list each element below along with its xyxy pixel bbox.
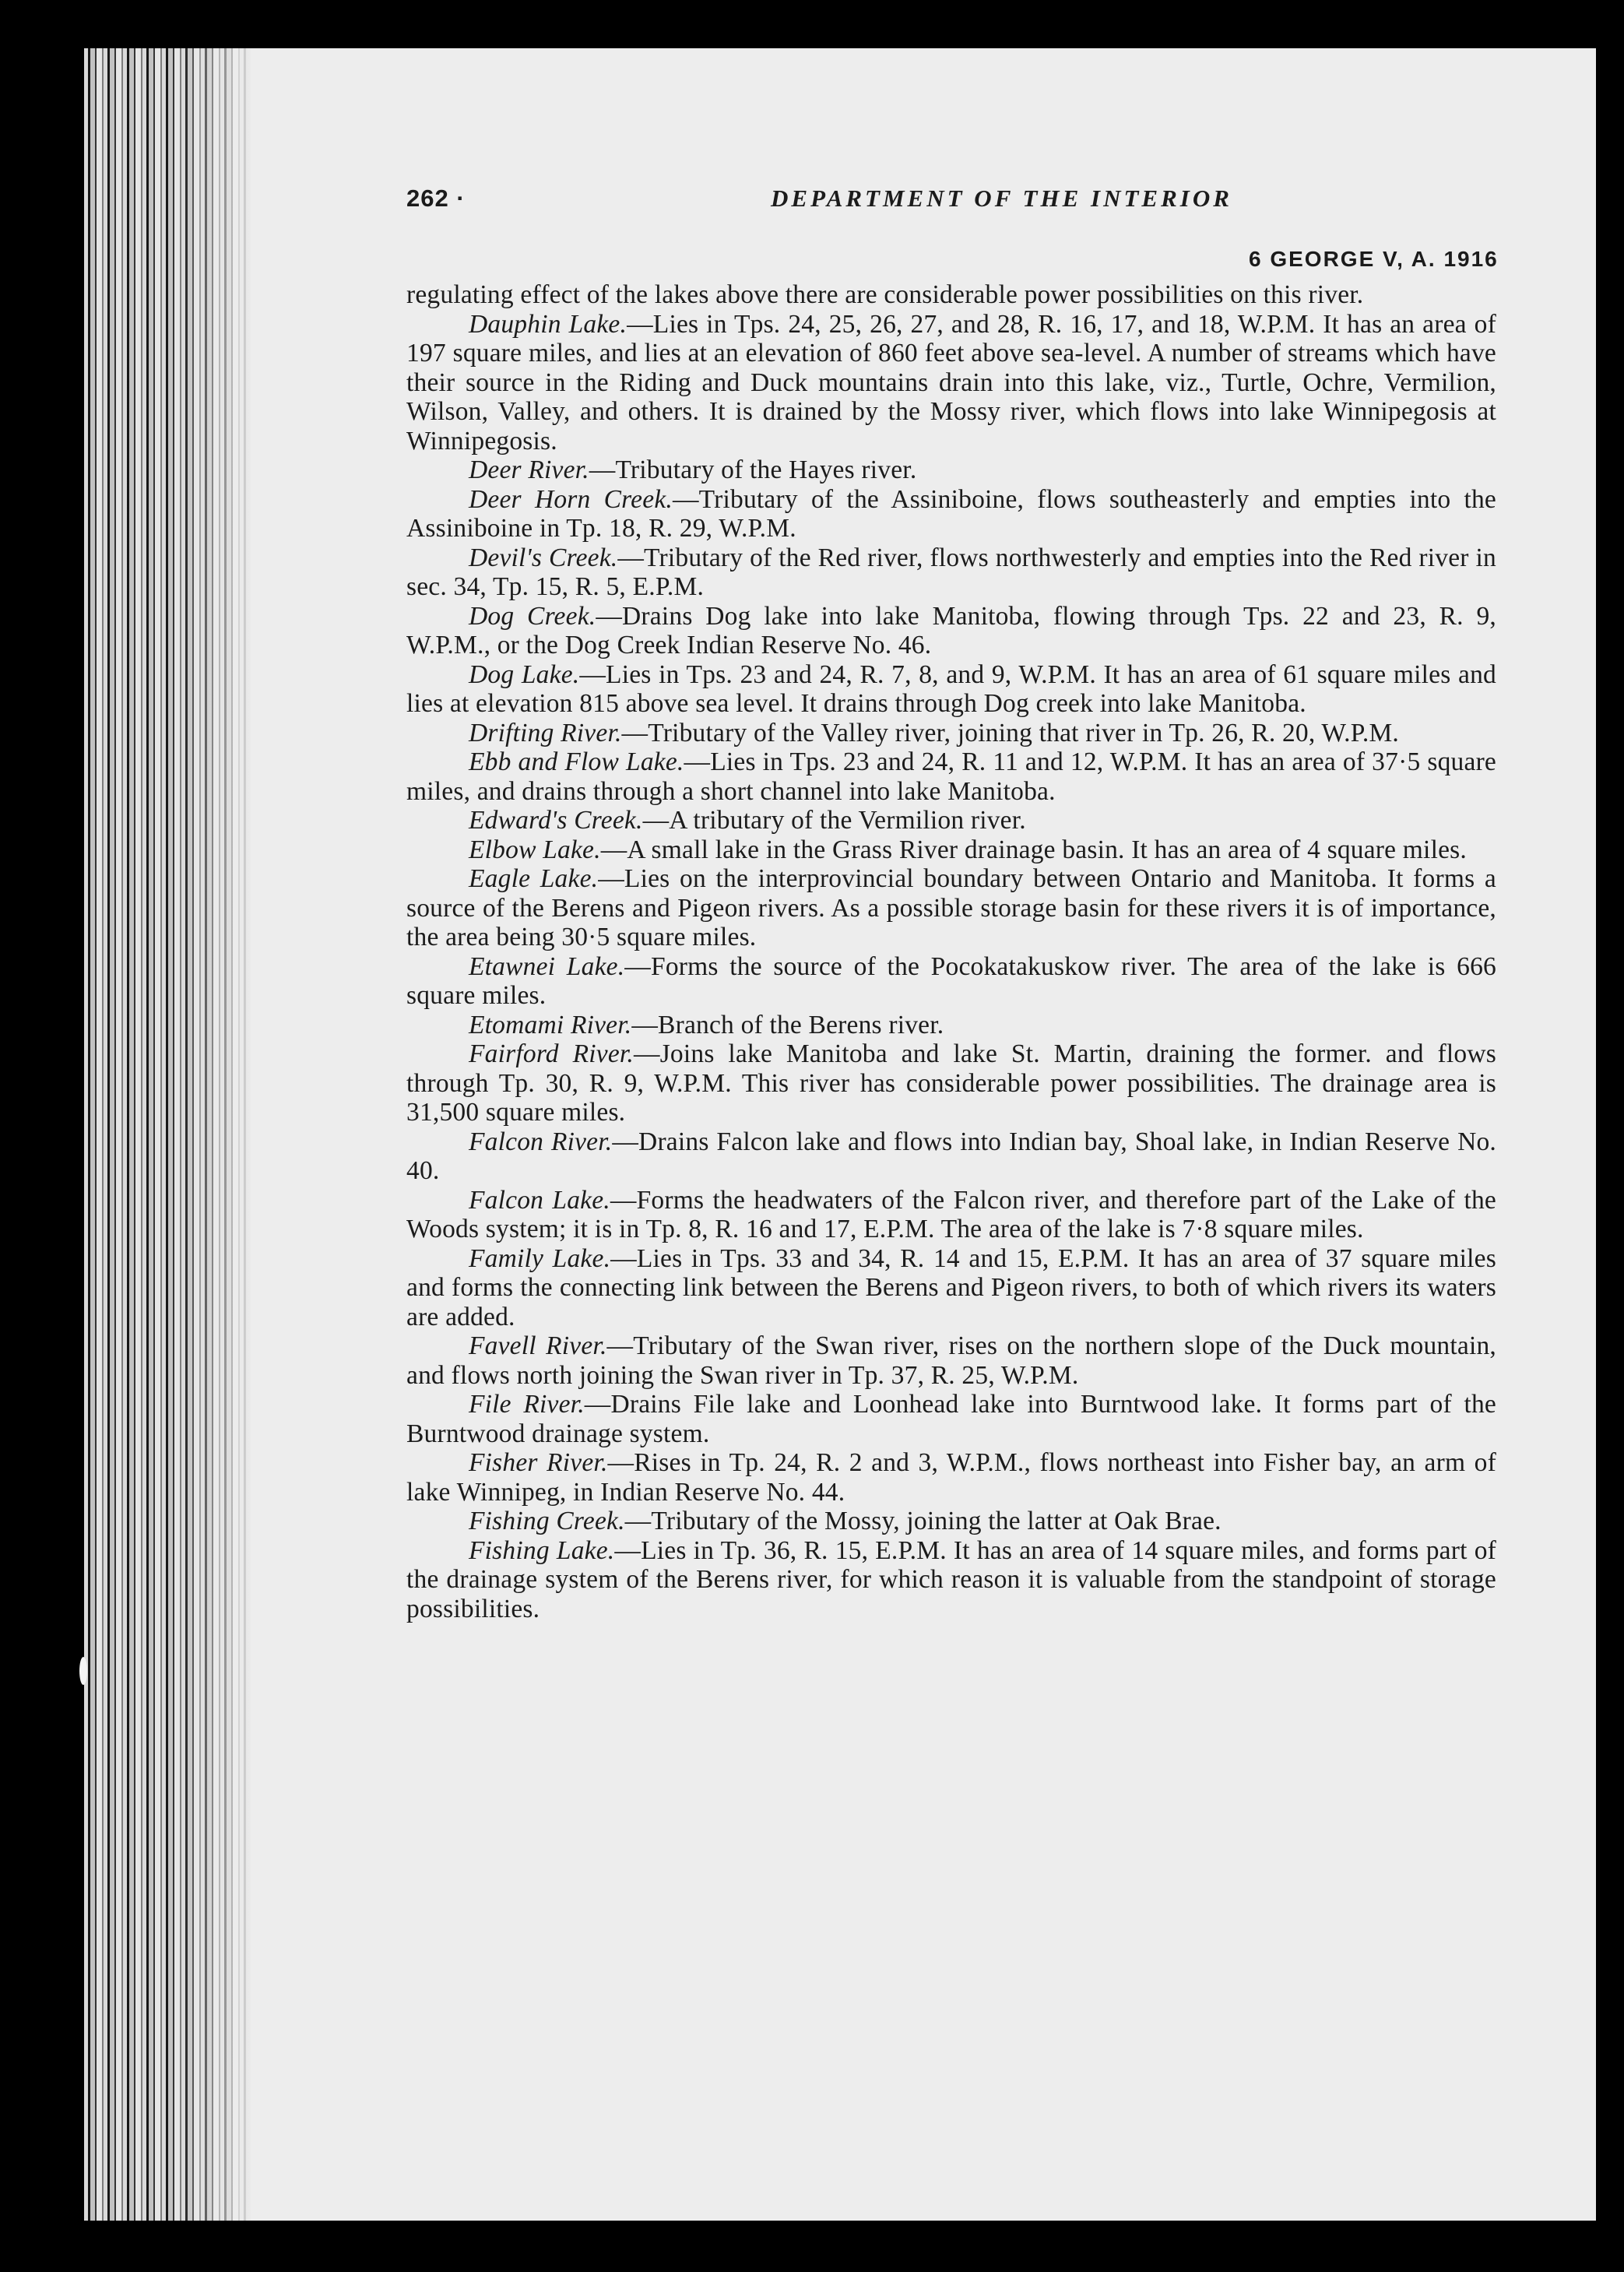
- gutter-shadow: [179, 48, 257, 2221]
- entry-term: Fishing Creek.: [469, 1507, 625, 1535]
- document-page: [251, 48, 1596, 2221]
- page-number: 262 ·: [406, 185, 466, 212]
- entry-description: —Joins lake Manitoba and lake St. Martin, draining the former. and flows through Tp. 30, R. 9, W.P.M. This river has considerable power possibilities. The drainage area is 31,500 square miles.: [406, 1039, 1496, 1127]
- entry-term: Edward's Creek.: [469, 806, 643, 835]
- entry-term: Dauphin Lake.: [469, 309, 627, 339]
- entry-term: Family Lake.: [469, 1243, 611, 1273]
- entry-term: Devil's Creek.: [469, 543, 618, 572]
- entry-term: Falcon Lake.: [469, 1185, 610, 1215]
- gazetteer-entry: [406, 1507, 1496, 1536]
- gazetteer-entry: [406, 1244, 1496, 1332]
- gazetteer-entry: [406, 455, 1496, 485]
- entry-description: —Tributary of the Swan river, rises on the northern slope of the Duck mountain, and flows north joining the Swan river in Tp. 37, R. 25, W.P.M.: [406, 1331, 1496, 1390]
- gazetteer-entry: [406, 864, 1496, 952]
- entry-description: —Drains File lake and Loonhead lake into Burntwood lake. It forms part of the Burntwood drainage system.: [406, 1390, 1496, 1448]
- entry-description: —Forms the headwaters of the Falcon river, and therefore part of the Lake of the Woods system; it is in Tp. 8, R. 16 and 17, E.P.M. The area of the lake is 7·8 square miles.: [406, 1185, 1496, 1243]
- gazetteer-entry: [406, 1390, 1496, 1448]
- gazetteer-entry: [406, 1039, 1496, 1127]
- entry-term: Fishing Lake.: [469, 1535, 615, 1565]
- entry-description: —Lies on the interprovincial boundary between Ontario and Manitoba. It forms a source of the Berens and Pigeon rivers. As a possible storage basin for these rivers it is of importance, the area being 30·5 square miles.: [406, 864, 1496, 951]
- entry-term: Drifting River.: [469, 718, 622, 747]
- entry-description: —A small lake in the Grass River drainage basin. It has an area of 4 square miles.: [600, 835, 1467, 864]
- entry-description: —Lies in Tps. 23 and 24, R. 7, 8, and 9, W.P.M. It has an area of 61 square miles and lies at elevation 815 above sea level. It drains through Dog creek into lake Manitoba.: [406, 659, 1496, 718]
- entry-description: —Lies in Tps. 24, 25, 26, 27, and 28, R. 16, 17, and 18, W.P.M. It has an area of 197 square miles, and lies at an elevation of 860 feet above sea-level. A number of streams which have their source in the Riding and Duck mountains drain into this lake, viz., Turtle, Ochre, Vermilion, Wilson, Valley, and others. It is drained by the Mossy river, which flows into lake Winnipegosis at Winnipegosis.: [406, 309, 1496, 455]
- gazetteer-entry: [406, 310, 1496, 456]
- gazetteer-entry: [406, 1186, 1496, 1244]
- entry-term: Fisher River.: [469, 1448, 608, 1477]
- entry-description: regulating effect of the lakes above there are considerable power possibilities on this river.: [406, 280, 1364, 309]
- entry-term: Eagle Lake.: [469, 864, 599, 893]
- entry-term: Deer Horn Creek.: [469, 484, 673, 514]
- entry-description: —Tributary of the Red river, flows northwesterly and empties into the Red river in sec. 34, Tp. 15, R. 5, E.P.M.: [406, 543, 1497, 601]
- entry-term: Ebb and Flow Lake.: [469, 747, 684, 776]
- paragraph-continuation: [406, 280, 1496, 310]
- gazetteer-entry: [406, 660, 1496, 719]
- gazetteer-entry: [406, 602, 1496, 660]
- entry-term: Etomami River.: [469, 1010, 632, 1039]
- entry-description: —Drains Falcon lake and flows into Indian bay, Shoal lake, in Indian Reserve No. 40.: [406, 1127, 1497, 1185]
- gazetteer-entry: [406, 719, 1496, 748]
- gazetteer-entry: [406, 1127, 1496, 1186]
- entry-description: —Tributary of the Valley river, joining that river in Tp. 26, R. 20, W.P.M.: [621, 718, 1400, 747]
- gazetteer-entry: [406, 1536, 1496, 1624]
- running-header: [406, 185, 1465, 223]
- scan-blot: [79, 1657, 87, 1685]
- entry-term: Deer River.: [469, 455, 589, 484]
- entry-term: Etawnei Lake.: [469, 951, 625, 981]
- entry-term: Favell River.: [469, 1331, 607, 1360]
- gazetteer-entry: [406, 543, 1496, 602]
- entry-description: —Rises in Tp. 24, R. 2 and 3, W.P.M., flows northeast into Fisher bay, an arm of lake Winnipeg, in Indian Reserve No. 44.: [406, 1448, 1496, 1507]
- body-text: [406, 280, 1496, 1623]
- gazetteer-entry: [406, 485, 1496, 543]
- gazetteer-entry: [406, 806, 1496, 835]
- entry-description: —Tributary of the Hayes river.: [589, 455, 917, 484]
- entry-description: —Lies in Tp. 36, R. 15, E.P.M. It has an area of 14 square miles, and forms part of the drainage system of the Berens river, for which reason it is valuable from the standpoint of storage possibilities.: [406, 1535, 1496, 1623]
- entry-description: —Tributary of the Mossy, joining the latter at Oak Brae.: [624, 1507, 1222, 1535]
- gazetteer-entry: [406, 1448, 1496, 1507]
- entry-description: —Forms the source of the Pocokatakuskow river. The area of the lake is 666 square miles.: [406, 951, 1496, 1010]
- gazetteer-entry: [406, 747, 1496, 806]
- entry-term: Dog Creek.: [469, 601, 596, 631]
- entry-description: —Tributary of the Assiniboine, flows southeasterly and empties into the Assiniboine in Tp. 18, R. 29, W.P.M.: [406, 484, 1496, 543]
- entry-description: —Lies in Tps. 23 and 24, R. 11 and 12, W.P.M. It has an area of 37·5 square miles, and drains through a short channel into lake Manitoba.: [406, 747, 1496, 806]
- entry-description: —Drains Dog lake into lake Manitoba, flowing through Tps. 22 and 23, R. 9, W.P.M., or the Dog Creek Indian Reserve No. 46.: [406, 601, 1496, 659]
- gazetteer-entry: [406, 1331, 1496, 1390]
- entry-description: —Lies in Tps. 33 and 34, R. 14 and 15, E.P.M. It has an area of 37 square miles and forms the connecting link between the Berens and Pigeon rivers, to both of which rivers its waters are added.: [406, 1243, 1496, 1331]
- entry-term: Falcon River.: [469, 1127, 613, 1156]
- entry-term: Dog Lake.: [469, 659, 580, 689]
- gazetteer-entry: [406, 1011, 1496, 1040]
- entry-term: File River.: [469, 1390, 585, 1419]
- entry-description: —Branch of the Berens river.: [631, 1010, 944, 1039]
- gazetteer-entry: [406, 835, 1496, 865]
- entry-description: —A tributary of the Vermilion river.: [642, 806, 1026, 835]
- entry-term: Elbow Lake.: [469, 835, 601, 864]
- entry-term: Fairford River.: [469, 1039, 634, 1068]
- running-title: DEPARTMENT OF THE INTERIOR: [771, 185, 1232, 212]
- gazetteer-entry: [406, 952, 1496, 1011]
- regnal-year: 6 GEORGE V, A. 1916: [1249, 247, 1499, 271]
